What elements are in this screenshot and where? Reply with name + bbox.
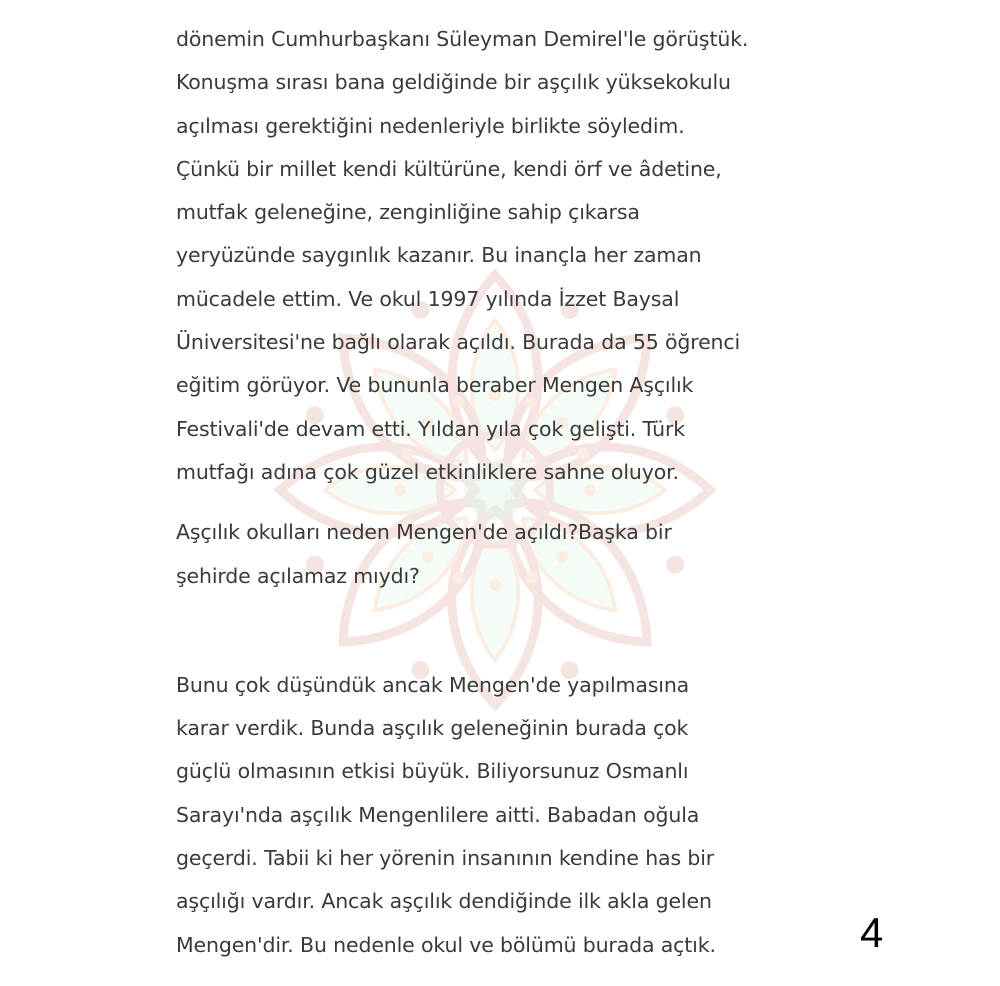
text-line: şehirde açılamaz mıydı? — [176, 563, 420, 588]
page-text — [176, 18, 856, 967]
text-line: Sarayı'nda aşçılık Mengenlilere aitti. Babadan oğula — [176, 802, 700, 827]
text-line: mutfağı adına çok güzel etkinliklere sahne oluyor. — [176, 459, 679, 484]
text-line: mücadele ettim. Ve okul 1997 yılında İzzet Baysal — [176, 286, 680, 311]
text-line: aşçılığı vardır. Ancak aşçılık dendiğinde ilk akla gelen — [176, 889, 712, 914]
paragraph-1 — [176, 18, 856, 494]
paragraph-question — [176, 511, 856, 598]
text-line: eğitim görüyor. Ve bununla beraber Mengen Aşçılık — [176, 373, 694, 398]
text-line: geçerdi. Tabii ki her yörenin insanının kendine has bir — [176, 846, 715, 871]
text-line: karar verdik. Bunda aşçılık geleneğinin burada çok — [176, 716, 689, 741]
text-line: Konuşma sırası bana geldiğinde bir aşçılık yüksekokulu — [176, 70, 731, 95]
text-line: yeryüzünde saygınlık kazanır. Bu inançla her zaman — [176, 243, 702, 268]
paragraph-answer — [176, 664, 856, 967]
text-line: mutfak geleneğine, zenginliğine sahip çıkarsa — [176, 200, 640, 225]
text-line: açılması gerektiğini nedenleriyle birlikte söyledim. — [176, 113, 685, 138]
text-line: Üniversitesi'ne bağlı olarak açıldı. Burada da 55 öğrenci — [176, 330, 741, 355]
text-line: Festivali'de devam etti. Yıldan yıla çok gelişti. Türk — [176, 416, 685, 441]
text-line: Bunu çok düşündük ancak Mengen'de yapılmasına — [176, 672, 690, 697]
text-line: güçlü olmasının etkisi büyük. Biliyorsunuz Osmanlı — [176, 759, 689, 784]
text-line: dönemin Cumhurbaşkanı Süleyman Demirel'le görüştük. — [176, 27, 749, 51]
page-number: 4 — [860, 909, 884, 956]
text-line: Aşçılık okulları neden Mengen'de açıldı?Başka bir — [176, 520, 672, 545]
text-line: Mengen'dir. Bu nedenle okul ve bölümü burada açtık. — [176, 932, 716, 957]
text-line: Çünkü bir millet kendi kültürüne, kendi örf ve âdetine, — [176, 156, 722, 181]
